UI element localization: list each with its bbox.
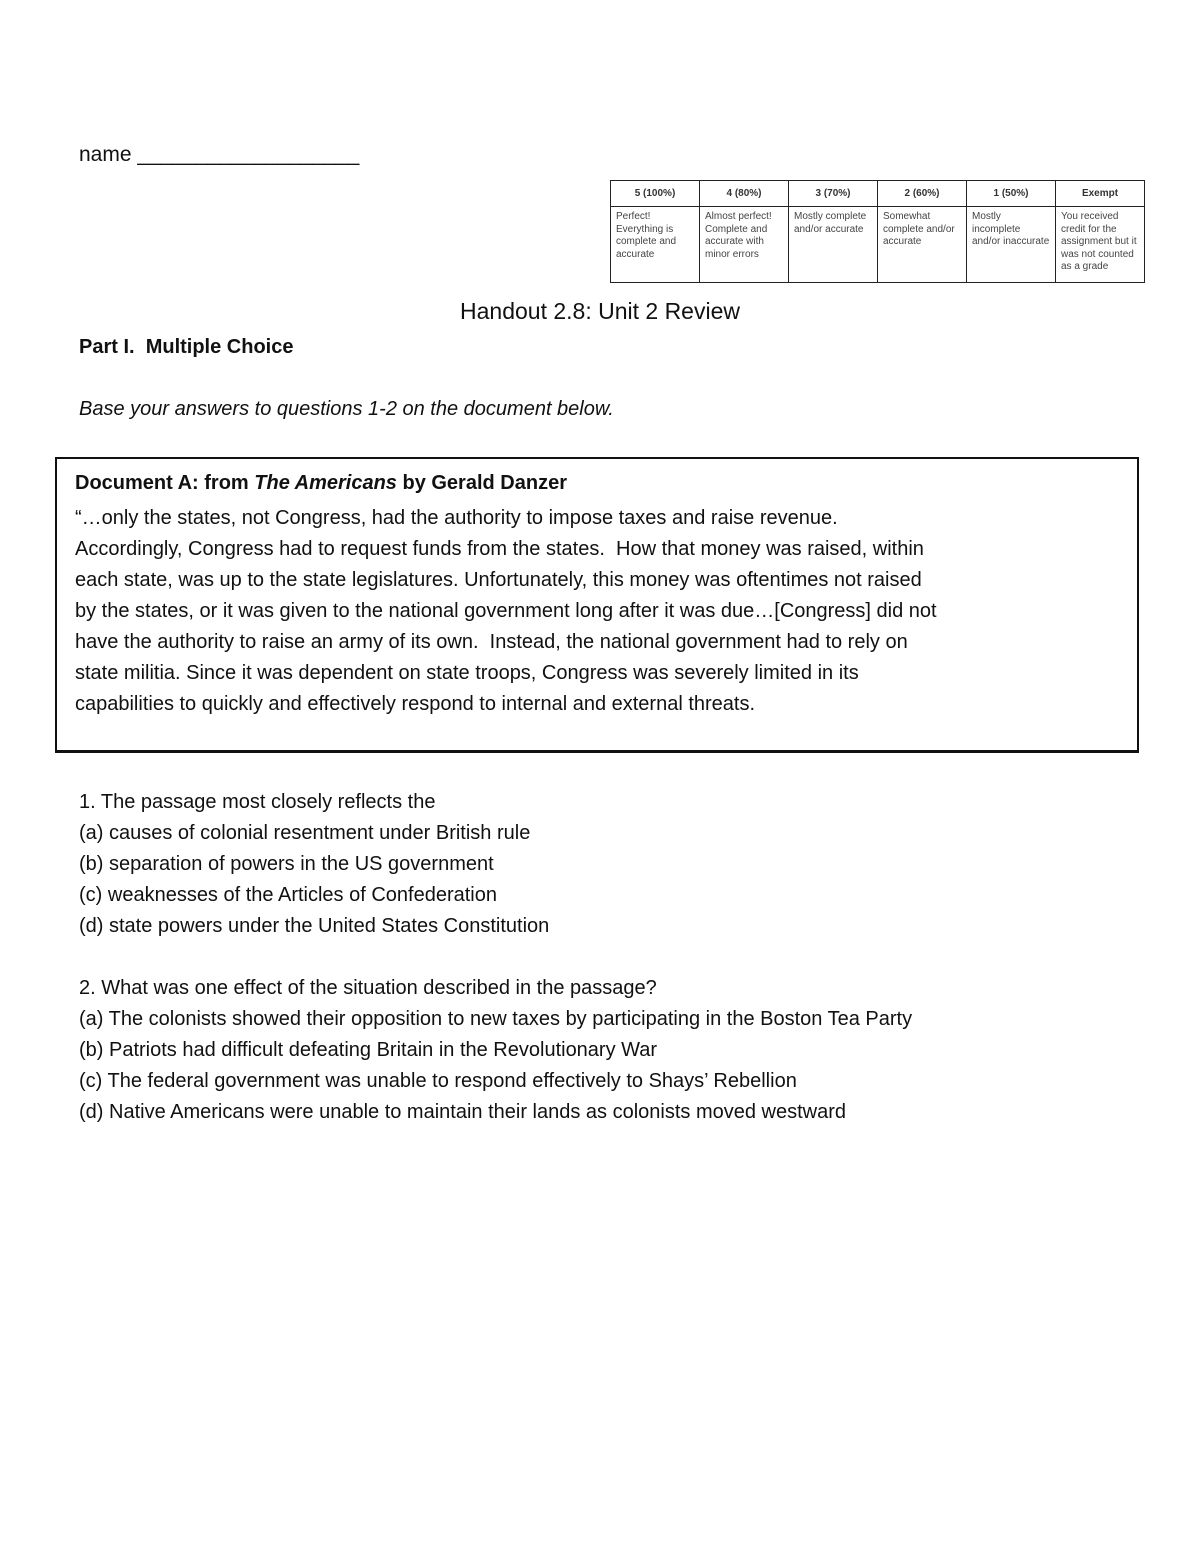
instruction-text: Base your answers to questions 1-2 on the document below. (79, 398, 614, 420)
document-heading (75, 472, 567, 495)
rubric-header-row (611, 181, 1145, 207)
answer-option: (a) causes of colonial resentment under British rule (79, 822, 531, 844)
answer-option: (b) Patriots had difficult defeating Britain in the Revolutionary War (79, 1039, 658, 1061)
question-prompt: 2. What was one effect of the situation described in the passage? (79, 977, 657, 999)
question-1 (79, 787, 549, 942)
rubric-header-cell: 4 (80%) (700, 181, 789, 207)
passage-line: state militia. Since it was dependent on state troops, Congress was severely limited in its (75, 662, 859, 684)
document-heading-suffix: by Gerald Danzer (396, 472, 567, 494)
passage-line: by the states, or it was given to the national government long after it was due…[Congress] did not (75, 600, 937, 622)
passage-line: have the authority to raise an army of its own. Instead, the national government had to rely on (75, 631, 908, 653)
answer-option: (b) separation of powers in the US government (79, 853, 494, 875)
document-passage (75, 503, 1115, 720)
rubric-description-cell: Mostly complete and/or accurate (789, 207, 878, 283)
document-heading-prefix: Document A: from (75, 472, 255, 494)
rubric-header-cell: 2 (60%) (878, 181, 967, 207)
rubric-description-row (611, 207, 1145, 283)
rubric-header-cell: 5 (100%) (611, 181, 700, 207)
passage-line: Accordingly, Congress had to request funds from the states. How that money was raised, within (75, 538, 924, 560)
passage-line: each state, was up to the state legislatures. Unfortunately, this money was oftentimes not raised (75, 569, 922, 591)
passage-line: “…only the states, not Congress, had the authority to impose taxes and raise revenue. (75, 507, 838, 529)
grading-rubric-table (610, 180, 1145, 283)
passage-line: capabilities to quickly and effectively respond to internal and external threats. (75, 693, 756, 715)
document-a-box (55, 457, 1139, 753)
rubric-description-cell: Perfect! Everything is complete and accurate (611, 207, 700, 283)
part-heading: Part I. Multiple Choice (79, 336, 294, 358)
rubric-header-cell: 1 (50%) (967, 181, 1056, 207)
rubric-description-cell: Somewhat complete and/or accurate (878, 207, 967, 283)
answer-option: (d) Native Americans were unable to maintain their lands as colonists moved westward (79, 1101, 847, 1123)
rubric-description-cell: Mostly incomplete and/or inaccurate (967, 207, 1056, 283)
rubric-header-cell: Exempt (1056, 181, 1145, 207)
question-prompt: 1. The passage most closely reflects the (79, 791, 436, 813)
rubric-description-cell: You received credit for the assignment but it was not counted as a grade (1056, 207, 1145, 283)
handout-title: Handout 2.8: Unit 2 Review (460, 298, 740, 324)
answer-option: (d) state powers under the United States Constitution (79, 915, 550, 937)
answer-option: (a) The colonists showed their opposition to new taxes by participating in the Boston Tea Party (79, 1008, 913, 1030)
name-blank: ___________________ (137, 143, 360, 166)
rubric-header-cell: 3 (70%) (789, 181, 878, 207)
answer-option: (c) The federal government was unable to respond effectively to Shays’ Rebellion (79, 1070, 797, 1092)
rubric-description-cell: Almost perfect! Complete and accurate with minor errors (700, 207, 789, 283)
name-label: name (79, 143, 132, 166)
answer-option: (c) weaknesses of the Articles of Confederation (79, 884, 497, 906)
name-field (79, 143, 359, 167)
document-book-title: The Americans (254, 472, 397, 494)
question-2 (79, 973, 912, 1128)
